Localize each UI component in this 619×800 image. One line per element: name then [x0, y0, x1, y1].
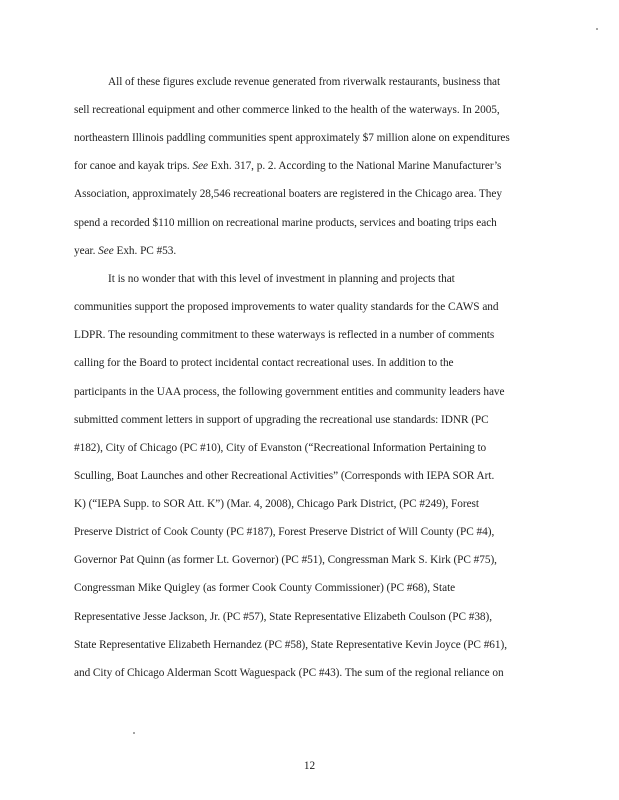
paragraph-line: It is no wonder that with this level of investment in planning and projects that	[108, 273, 455, 285]
paragraph-line: for canoe and kayak trips. See Exh. 317, p. 2. According to the National Marine Manufacturer’s	[74, 160, 502, 172]
paragraph-line: Representative Jesse Jackson, Jr. (PC #57), State Representative Elizabeth Coulson (PC #38),	[74, 611, 493, 623]
paragraph-line: Sculling, Boat Launches and other Recreational Activities” (Corresponds with IEPA SOR Art.	[74, 470, 495, 482]
paragraph-line: Association, approximately 28,546 recreational boaters are registered in the Chicago area. They	[74, 188, 502, 200]
paragraph-line: year. See Exh. PC #53.	[74, 245, 177, 257]
paragraph-line: calling for the Board to protect incidental contact recreational uses. In addition to the	[74, 357, 454, 369]
paragraph-line: Congressman Mike Quigley (as former Cook County Commissioner) (PC #68), State	[74, 582, 456, 594]
paragraph-line: #182), City of Chicago (PC #10), City of Evanston (“Recreational Information Pertaining to	[74, 442, 487, 454]
paragraph-line: All of these figures exclude revenue generated from riverwalk restaurants, business that	[108, 76, 501, 88]
paragraph-line: and City of Chicago Alderman Scott Waguespack (PC #43). The sum of the regional reliance on	[74, 667, 504, 679]
page-number: 12	[303, 760, 316, 772]
paragraph-line: spend a recorded $110 million on recreational marine products, services and boating trips each	[74, 217, 497, 229]
paragraph-line: Preserve District of Cook County (PC #187), Forest Preserve District of Will County (PC #4),	[74, 526, 495, 538]
paragraph-line: State Representative Elizabeth Hernandez (PC #58), State Representative Kevin Joyce (PC #61),	[74, 639, 507, 651]
scan-speck	[596, 28, 598, 30]
paragraph-line: LDPR. The resounding commitment to these waterways is reflected in a number of comments	[74, 329, 495, 341]
paragraph-line: Governor Pat Quinn (as former Lt. Governor) (PC #51), Congressman Mark S. Kirk (PC #75),	[74, 554, 497, 566]
paragraph-line: northeastern Illinois paddling communities spent approximately $7 million alone on expenditures	[74, 132, 510, 144]
paragraph-line: participants in the UAA process, the following government entities and community leaders have	[74, 386, 505, 398]
paragraph-line: submitted comment letters in support of upgrading the recreational use standards: IDNR (PC	[74, 414, 489, 426]
paragraph-line: sell recreational equipment and other commerce linked to the health of the waterways. In 2005,	[74, 104, 500, 116]
scan-speck	[133, 732, 135, 734]
paragraph-line: communities support the proposed improvements to water quality standards for the CAWS and	[74, 301, 499, 313]
paragraph-line: K) (“IEPA Supp. to SOR Att. K”) (Mar. 4, 2008), Chicago Park District, (PC #249), Forest	[74, 498, 479, 510]
